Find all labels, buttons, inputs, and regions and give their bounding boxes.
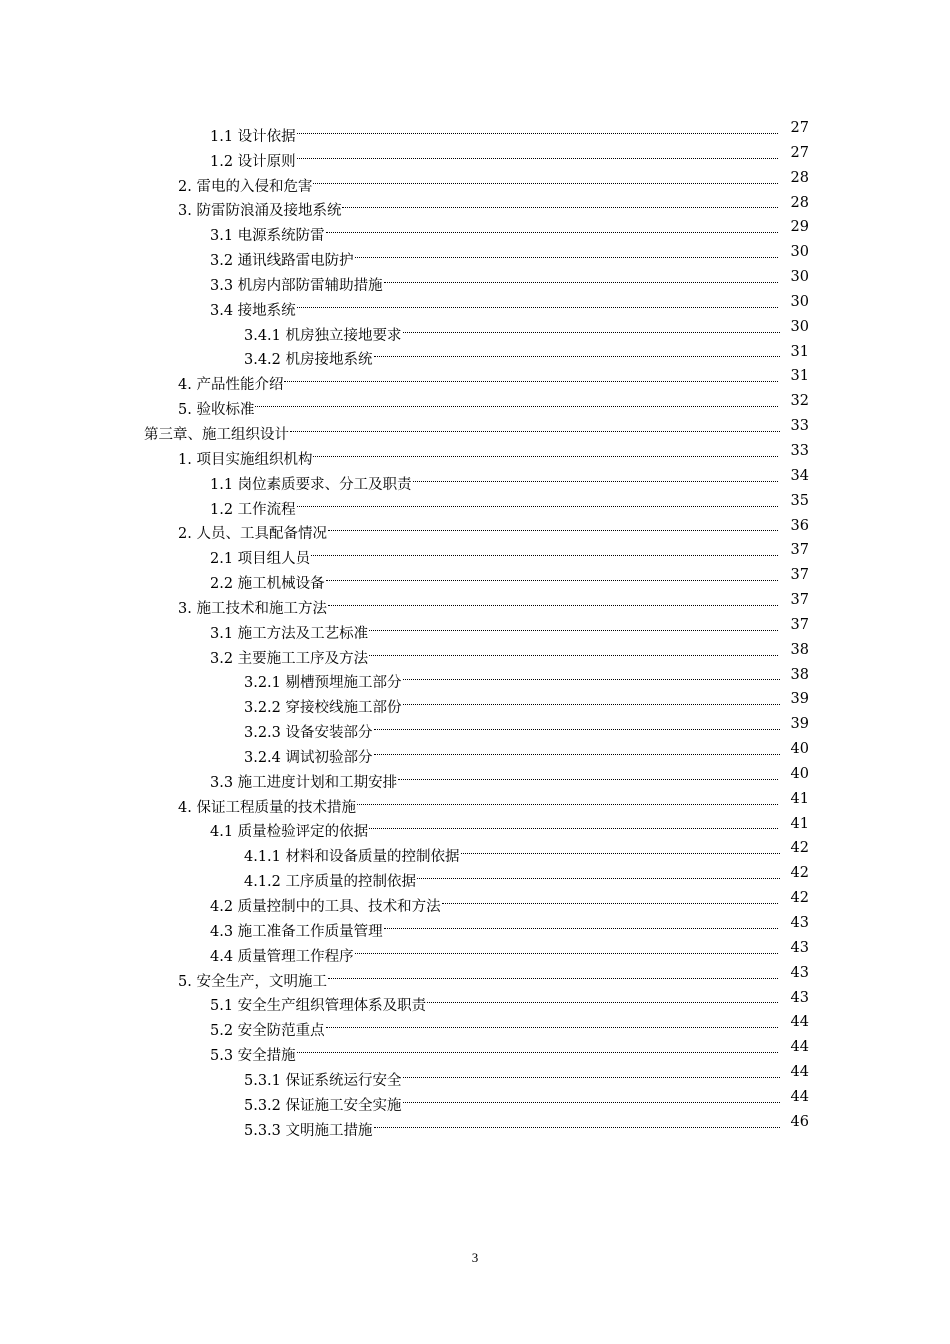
toc-entry[interactable]	[0, 514, 950, 543]
toc-entry[interactable]	[0, 1110, 950, 1139]
toc-entry[interactable]	[0, 961, 950, 990]
toc-entry-title: 3.2.3 设备安装部分	[244, 725, 373, 742]
toc-entry-title: 1.2 工作流程	[210, 501, 296, 518]
toc-entry-title: 1.1 设计依据	[210, 128, 296, 145]
toc-entry-line	[210, 215, 780, 245]
dot-leader	[326, 563, 780, 588]
toc-entry-page-number: 43	[790, 964, 809, 981]
toc-entry-title: 4.4 质量管理工作程序	[210, 948, 354, 965]
toc-entry-line	[244, 737, 782, 766]
toc-entry[interactable]	[0, 340, 950, 369]
toc-entry-line	[210, 638, 780, 667]
toc-entry-page-number: 44	[790, 1064, 809, 1081]
toc-entry-title: 3.1 电源系统防雷	[210, 228, 325, 245]
toc-entry-page-number: 37	[790, 567, 809, 584]
dot-leader	[357, 787, 780, 812]
toc-entry-title: 5.3.2 保证施工安全实施	[244, 1097, 402, 1114]
toc-entry-line	[210, 1010, 780, 1040]
toc-entry-page-number: 34	[790, 467, 809, 484]
toc-entry[interactable]	[0, 812, 950, 841]
toc-entry-page-number: 31	[790, 368, 809, 385]
dot-leader	[384, 265, 780, 290]
toc-entry-title: 5.2 安全防范重点	[210, 1023, 325, 1040]
dot-leader	[403, 663, 782, 688]
toc-entry-line	[210, 464, 780, 493]
dot-leader	[369, 812, 780, 837]
toc-entry-title: 5. 安全生产，文明施工	[178, 973, 327, 990]
toc-entry-page-number: 37	[790, 542, 809, 559]
toc-entry-title: 2.2 施工机械设备	[210, 576, 325, 593]
toc-entry[interactable]	[0, 215, 950, 245]
toc-entry-page-number: 43	[790, 939, 809, 956]
toc-entry[interactable]	[0, 414, 950, 443]
toc-entry-line	[244, 1060, 782, 1089]
dot-leader	[403, 1085, 782, 1110]
toc-entry-line	[178, 514, 780, 543]
toc-entry-line	[210, 613, 780, 642]
page-number: 3	[471, 1250, 479, 1265]
dot-leader	[297, 1035, 780, 1060]
dot-leader	[297, 141, 780, 166]
toc-entry[interactable]	[0, 687, 950, 717]
toc-entry-title: 4.1.1 材料和设备质量的控制依据	[244, 849, 460, 866]
dot-leader	[328, 588, 780, 613]
toc-entry-page-number: 38	[790, 666, 809, 683]
toc-entry-title: 5.3.1 保证系统运行安全	[244, 1072, 402, 1089]
toc-entry-page-number: 32	[790, 393, 809, 410]
toc-entry-line	[210, 489, 780, 518]
toc-entry-line	[178, 588, 780, 617]
toc-entry-page-number: 37	[790, 616, 809, 633]
toc-entry-title: 3.3 施工进度计划和工期安排	[210, 774, 398, 791]
toc-entry-page-number: 27	[790, 144, 809, 161]
toc-entry-page-number: 35	[790, 492, 809, 509]
toc-entry-title: 3. 施工技术和施工方法	[178, 600, 327, 617]
toc-entry-title: 3.2.2 穿接校线施工部份	[244, 700, 402, 717]
toc-entry[interactable]	[0, 787, 950, 816]
toc-entry-page-number: 33	[790, 442, 809, 459]
toc-entry-title: 3.4.2 机房接地系统	[244, 352, 373, 369]
dot-leader	[328, 961, 780, 986]
toc-entry[interactable]	[0, 836, 950, 866]
toc-entry[interactable]	[0, 141, 950, 170]
toc-entry-line	[210, 563, 780, 593]
toc-entry[interactable]	[0, 1035, 950, 1065]
toc-entry-title: 3.1 施工方法及工艺标准	[210, 625, 369, 642]
toc-entry[interactable]	[0, 886, 950, 915]
toc-entry-page-number: 36	[790, 517, 809, 534]
toc-entry[interactable]	[0, 439, 950, 468]
toc-entry-page-number: 30	[790, 318, 809, 335]
toc-entry-title: 5.3 安全措施	[210, 1048, 296, 1065]
toc-entry[interactable]	[0, 861, 950, 891]
dot-leader	[290, 414, 782, 439]
toc-entry[interactable]	[0, 911, 950, 940]
toc-entry-title: 4. 产品性能介绍	[178, 377, 284, 394]
dot-leader	[413, 464, 780, 489]
toc-entry-title: 5.1 安全生产组织管理体系及职责	[210, 998, 427, 1015]
toc-entry-title: 5. 验收标准	[178, 402, 255, 419]
toc-entry-title: 5.3.3 文明施工措施	[244, 1122, 373, 1139]
dot-leader	[374, 737, 782, 762]
toc-entry-line	[210, 812, 780, 841]
toc-entry-title: 3.2 主要施工工序及方法	[210, 650, 369, 667]
toc-entry[interactable]	[0, 936, 950, 965]
dot-leader	[369, 638, 780, 663]
toc-entry-page-number: 37	[790, 592, 809, 609]
toc-entry-page-number: 42	[790, 865, 809, 882]
toc-entry-title: 4. 保证工程质量的技术措施	[178, 799, 356, 816]
dot-leader	[398, 762, 780, 787]
dot-leader	[403, 1060, 782, 1085]
dot-leader	[427, 986, 780, 1011]
toc-entry-line	[244, 687, 782, 717]
toc-entry[interactable]	[0, 638, 950, 667]
toc-entry[interactable]	[0, 737, 950, 766]
toc-entry[interactable]	[0, 364, 950, 394]
dot-leader	[284, 364, 780, 389]
toc-entry[interactable]	[0, 191, 950, 220]
dot-leader	[297, 489, 780, 514]
dot-leader	[374, 1110, 782, 1135]
toc-entry[interactable]	[0, 986, 950, 1015]
toc-entry-line	[210, 886, 780, 915]
dot-leader	[326, 215, 780, 240]
dot-leader	[374, 340, 782, 365]
toc-entry[interactable]	[0, 315, 950, 344]
toc-entry-page-number: 44	[790, 1088, 809, 1105]
toc-entry[interactable]	[0, 116, 950, 145]
dot-leader	[384, 911, 780, 936]
toc-entry-title: 2. 人员、工具配备情况	[178, 526, 327, 543]
toc-entry-page-number: 42	[790, 890, 809, 907]
toc-entry-line	[244, 663, 782, 692]
toc-entry-line	[210, 911, 780, 940]
toc-entry-title: 2.1 项目组人员	[210, 551, 311, 568]
toc-entry-line	[210, 762, 780, 791]
toc-entry-page-number: 42	[790, 840, 809, 857]
toc-entry-line	[210, 141, 780, 170]
toc-entry-line	[178, 191, 780, 220]
toc-entry-line	[210, 290, 780, 319]
toc-entry[interactable]	[0, 1085, 950, 1114]
toc-entry-page-number: 31	[790, 343, 809, 360]
toc-entry-page-number: 28	[790, 169, 809, 186]
dot-leader	[297, 116, 780, 141]
toc-entry-page-number: 28	[790, 194, 809, 211]
dot-leader	[442, 886, 780, 911]
dot-leader	[461, 836, 782, 861]
toc-entry[interactable]	[0, 166, 950, 195]
toc-entry[interactable]	[0, 290, 950, 319]
toc-entry-line	[210, 936, 780, 965]
toc-entry-title: 3.2.4 调试初验部分	[244, 749, 373, 766]
toc-entry-page-number: 39	[790, 716, 809, 733]
toc-entry[interactable]	[0, 1060, 950, 1089]
toc-entry[interactable]	[0, 613, 950, 642]
toc-entry-line	[210, 240, 780, 270]
toc-entry-line	[244, 861, 782, 891]
toc-entry-line	[178, 166, 780, 195]
toc-entry-page-number: 43	[790, 989, 809, 1006]
toc-entry-line	[210, 538, 780, 568]
dot-leader	[297, 290, 780, 315]
toc-entry-page-number: 39	[790, 691, 809, 708]
toc-entry-title: 1. 项目实施组织机构	[178, 451, 313, 468]
toc-entry-page-number: 30	[790, 269, 809, 286]
toc-entry-title: 4.2 质量控制中的工具、技术和方法	[210, 899, 441, 915]
toc-entry-line	[244, 315, 782, 344]
toc-entry-line	[210, 116, 780, 145]
toc-entry-line	[244, 1085, 782, 1114]
toc-entry[interactable]	[0, 762, 950, 791]
toc-entry-page-number: 46	[790, 1113, 809, 1130]
dot-leader	[355, 240, 780, 265]
toc-entry-title: 3. 防雷防浪涌及接地系统	[178, 203, 342, 220]
toc-entry-line	[244, 836, 782, 866]
toc-entry-title: 2. 雷电的入侵和危害	[178, 178, 313, 195]
toc-entry[interactable]	[0, 663, 950, 692]
toc-entry-line	[210, 1035, 780, 1065]
toc-entry-line	[144, 414, 782, 443]
toc-entry-title: 4.1.2 工序质量的控制依据	[244, 874, 417, 891]
toc-entry[interactable]	[0, 1010, 950, 1040]
toc-entry[interactable]	[0, 563, 950, 593]
toc-entry[interactable]	[0, 265, 950, 294]
toc-entry[interactable]	[0, 240, 950, 270]
toc-entry-line	[178, 961, 780, 990]
toc-entry-page-number: 40	[790, 741, 809, 758]
toc-entry-page-number: 40	[790, 765, 809, 782]
dot-leader	[403, 315, 782, 340]
toc-entry-page-number: 30	[790, 293, 809, 310]
dot-leader	[313, 166, 780, 191]
toc-entry-line	[178, 364, 780, 394]
toc-entry-title: 4.1 质量检验评定的依据	[210, 824, 369, 841]
toc-entry-title: 3.2.1 剔槽预埋施工部分	[244, 675, 402, 692]
dot-leader	[342, 191, 780, 216]
toc-entry-line	[210, 986, 780, 1015]
dot-leader	[313, 439, 780, 464]
toc-entry-title: 3.3 机房内部防雷辅助措施	[210, 277, 383, 294]
toc-entry-title: 1.2 设计原则	[210, 153, 296, 170]
toc-entry[interactable]	[0, 389, 950, 419]
dot-leader	[311, 538, 780, 563]
toc-entry-title: 4.3 施工准备工作质量管理	[210, 923, 383, 940]
toc-entry[interactable]	[0, 489, 950, 518]
toc-entry-page-number: 30	[790, 244, 809, 261]
toc-entry-line	[178, 787, 780, 816]
toc-entry-page-number: 38	[790, 641, 809, 658]
dot-leader	[328, 514, 780, 539]
toc-entry-line	[178, 439, 780, 468]
dot-leader	[374, 712, 782, 737]
toc-entry-line	[210, 265, 780, 294]
toc-entry-page-number: 41	[790, 815, 809, 832]
toc-entry[interactable]	[0, 464, 950, 493]
toc-entry-page-number: 29	[790, 219, 809, 236]
toc-entry[interactable]	[0, 538, 950, 568]
toc-entry[interactable]	[0, 588, 950, 617]
toc-entry[interactable]	[0, 712, 950, 742]
toc-entry-title: 3.4.1 机房独立接地要求	[244, 327, 402, 344]
toc-entry-page-number: 41	[790, 790, 809, 807]
dot-leader	[369, 613, 780, 638]
toc-entry-page-number: 43	[790, 915, 809, 931]
dot-leader	[326, 1010, 780, 1035]
dot-leader	[417, 861, 782, 886]
toc-entry-page-number: 44	[790, 1039, 809, 1056]
toc-entry-title: 1.1 岗位素质要求、分工及职责	[210, 476, 412, 493]
toc-entry-page-number: 27	[790, 120, 809, 136]
dot-leader	[255, 389, 780, 414]
toc-entry-title: 第三章、施工组织设计	[144, 426, 289, 443]
toc-entry-page-number: 44	[790, 1014, 809, 1031]
toc-entry-title: 3.4 接地系统	[210, 302, 296, 319]
toc-entry-line	[178, 389, 780, 419]
table-of-contents	[0, 116, 950, 1139]
toc-entry-title: 3.2 通讯线路雷电防护	[210, 253, 354, 270]
toc-entry-line	[244, 340, 782, 369]
dot-leader	[355, 936, 780, 961]
toc-entry-line	[244, 1110, 782, 1139]
dot-leader	[403, 687, 782, 712]
toc-entry-line	[244, 712, 782, 742]
toc-entry-page-number: 33	[790, 418, 809, 435]
